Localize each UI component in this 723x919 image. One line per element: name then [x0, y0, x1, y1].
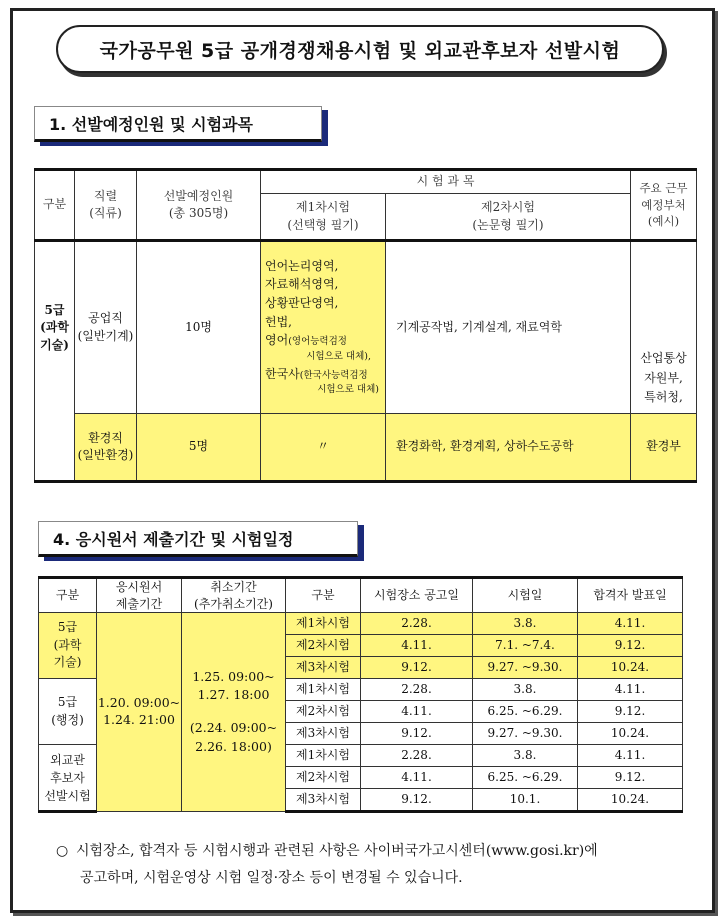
apply-period: 1.20. 09:00~ 1.24. 21:00 [97, 613, 182, 812]
exam-date: 10.1. [473, 789, 578, 812]
second-exam-mechanical: 기계공작법, 기계설계, 재료역학 [386, 241, 631, 414]
header-agency: 주요 근무 예정부처 (예시) [631, 170, 697, 241]
result-date: 9.12. [578, 701, 683, 723]
sched-header-exam: 시험일 [473, 578, 578, 613]
row-jikryeol-environment: 환경직 (일반환경) [75, 414, 137, 482]
header-jikryeol: 직렬 (직류) [75, 170, 137, 241]
result-date: 4.11. [578, 613, 683, 635]
first-exam-environment: 〃 [261, 414, 386, 482]
group-label-science: 5급 (과학 기술) [35, 241, 75, 482]
agency-environment: 환경부 [631, 414, 697, 482]
row-inwon-environment: 5명 [137, 414, 261, 482]
header-gubun: 구분 [35, 170, 75, 241]
header-second-exam: 제2차시험 (논문형 필기) [386, 194, 631, 241]
exam-date: 6.25. ~6.29. [473, 701, 578, 723]
exam-date: 3.8. [473, 745, 578, 767]
result-date: 9.12. [578, 635, 683, 657]
sched-header-result: 합격자 발표일 [578, 578, 683, 613]
sched-group-admin: 5급 (행정) [39, 679, 97, 745]
agency-mechanical: 산업통상 자원부, 특허청, [631, 241, 697, 414]
section1-heading: 1. 선발예정인원 및 시험과목 [34, 106, 322, 142]
notice-line-2: 공고하며, 시험운영상 시험 일정·장소 등이 변경될 수 있습니다. [80, 870, 463, 886]
stage-cell: 제2차시험 [286, 635, 361, 657]
sched-header-gubun2: 구분 [286, 578, 361, 613]
sched-group-science: 5급 (과학 기술) [39, 613, 97, 679]
result-date: 9.12. [578, 767, 683, 789]
page-title: 국가공무원 5급 공개경쟁채용시험 및 외교관후보자 선발시험 [56, 25, 664, 73]
second-exam-environment: 환경화학, 환경계획, 상하수도공학 [386, 414, 631, 482]
venue-date: 4.11. [361, 635, 473, 657]
venue-date: 2.28. [361, 613, 473, 635]
sched-header-venue: 시험장소 공고일 [361, 578, 473, 613]
sched-group-diplomat: 외교관 후보자 선발시험 [39, 745, 97, 812]
exam-date: 9.27. ~9.30. [473, 657, 578, 679]
sched-header-apply: 응시원서 제출기간 [97, 578, 182, 613]
result-date: 10.24. [578, 657, 683, 679]
sched-header-gubun: 구분 [39, 578, 97, 613]
venue-date: 9.12. [361, 657, 473, 679]
exam-date: 9.27. ~9.30. [473, 723, 578, 745]
cancel-period: 1.25. 09:00~ 1.27. 18:00 (2.24. 09:00~ 2.26. 18:00) [182, 613, 286, 812]
venue-date: 2.28. [361, 679, 473, 701]
notice-line-1: 시험장소, 합격자 등 시험시행과 관련된 사항은 사이버국가고시센터(www.gosi.kr)에 [76, 843, 598, 859]
notice-paragraph [56, 838, 696, 892]
exam-date: 7.1. ~7.4. [473, 635, 578, 657]
header-subjects: 시 험 과 목 [261, 170, 631, 194]
stage-cell: 제1차시험 [286, 745, 361, 767]
exam-date: 6.25. ~6.29. [473, 767, 578, 789]
header-inwon: 선발예정인원 (총 305명) [137, 170, 261, 241]
venue-date: 4.11. [361, 767, 473, 789]
venue-date: 2.28. [361, 745, 473, 767]
stage-cell: 제3차시험 [286, 657, 361, 679]
stage-cell: 제3차시험 [286, 789, 361, 812]
stage-cell: 제2차시험 [286, 767, 361, 789]
schedule-table [38, 576, 683, 813]
result-date: 4.11. [578, 679, 683, 701]
row-jikryeol-mechanical: 공업직 (일반기계) [75, 241, 137, 414]
venue-date: 9.12. [361, 789, 473, 812]
section4-heading: 4. 응시원서 제출기간 및 시험일정 [38, 521, 358, 557]
result-date: 4.11. [578, 745, 683, 767]
stage-cell: 제1차시험 [286, 679, 361, 701]
result-date: 10.24. [578, 723, 683, 745]
row-inwon-mechanical: 10명 [137, 241, 261, 414]
exam-date: 3.8. [473, 679, 578, 701]
venue-date: 9.12. [361, 723, 473, 745]
result-date: 10.24. [578, 789, 683, 812]
recruitment-table [34, 168, 697, 483]
stage-cell: 제3차시험 [286, 723, 361, 745]
header-first-exam: 제1차시험 (선택형 필기) [261, 194, 386, 241]
venue-date: 4.11. [361, 701, 473, 723]
first-exam-subjects: 언어논리영역, 자료해석영역, 상황판단영역, 헌법, 영어(영어능력검정 시험으로 대체), 한국사(한국사능력검정 시험으로 대체) [261, 241, 386, 414]
stage-cell: 제1차시험 [286, 613, 361, 635]
stage-cell: 제2차시험 [286, 701, 361, 723]
bullet-circle-icon: ○ [56, 843, 69, 859]
exam-date: 3.8. [473, 613, 578, 635]
sched-header-cancel: 취소기간 (추가취소기간) [182, 578, 286, 613]
